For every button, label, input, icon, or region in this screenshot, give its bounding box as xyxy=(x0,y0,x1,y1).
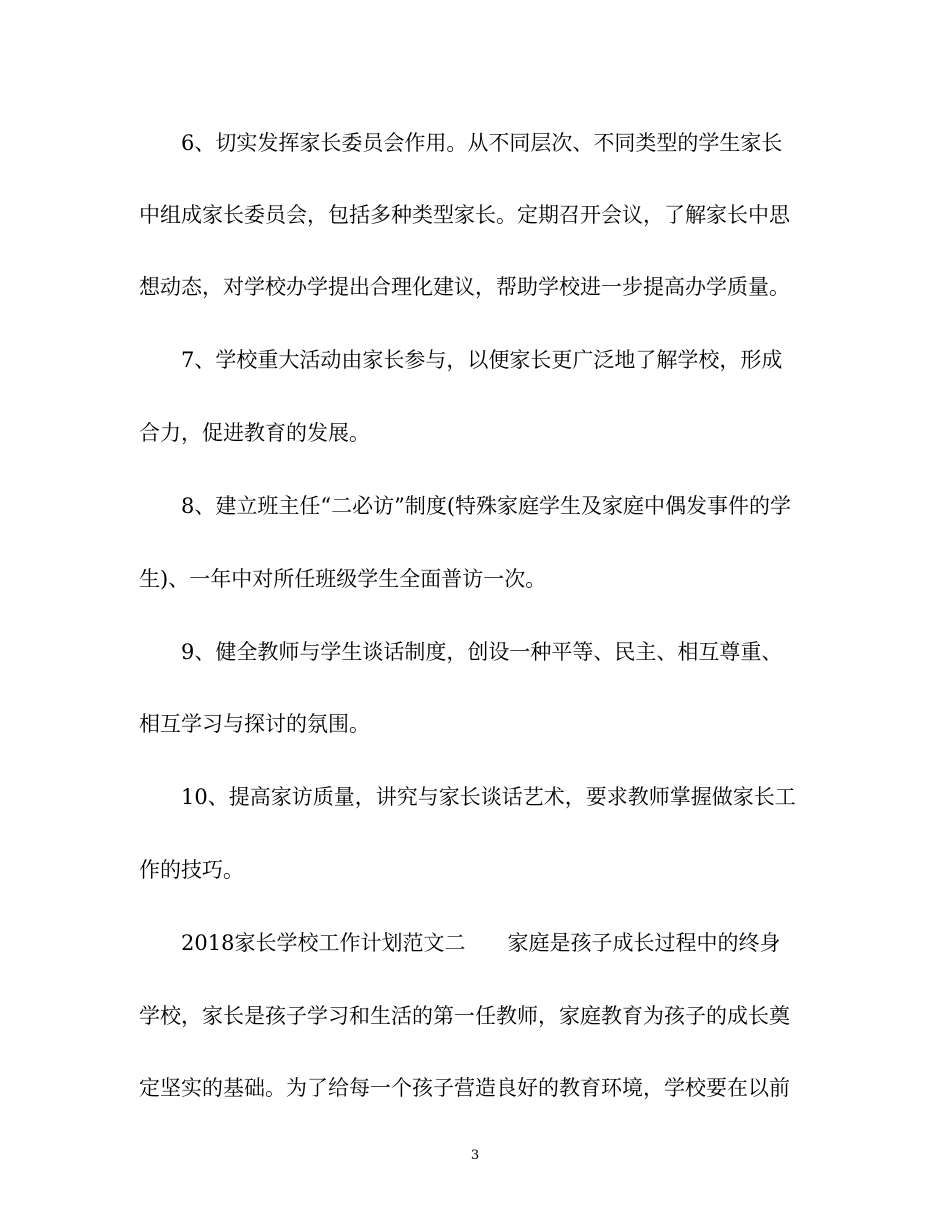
text-line: 6、切实发挥家长委员会作用。从不同层次、不同类型的学生家长 xyxy=(181,131,783,155)
text-line: 学校，家长是孩子学习和生活的第一任教师，家庭教育为孩子的成长奠 xyxy=(139,1004,790,1028)
page-number: 3 xyxy=(470,1148,480,1163)
text-line: 7、学校重大活动由家长参与，以便家长更广泛地了解学校，形成 xyxy=(181,348,783,372)
text-line: 10、提高家访质量，讲究与家长谈话艺术，要求教师掌握做家长工 xyxy=(181,785,796,809)
text-line: 定坚实的基础。为了给每一个孩子营造良好的教育环境，学校要在以前 xyxy=(139,1076,790,1100)
text-line: 生)、一年中对所任班级学生全面普访一次。 xyxy=(139,567,547,591)
text-line: 中组成家长委员会，包括多种类型家长。定期召开会议，了解家长中思 xyxy=(139,203,790,227)
text-line: 合力，促进教育的发展。 xyxy=(139,421,370,445)
text-line: 9、健全教师与学生谈话制度，创设一种平等、民主、相互尊重、 xyxy=(181,640,783,664)
text-line: 2018家长学校工作计划范文二 家庭是孩子成长过程中的终身 xyxy=(181,931,781,955)
text-line: 作的技巧。 xyxy=(139,858,244,882)
text-line: 想动态，对学校办学提出合理化建议，帮助学校进一步提高办学质量。 xyxy=(139,275,790,299)
text-line: 相互学习与探讨的氛围。 xyxy=(139,712,370,736)
text-line: 8、建立班主任“二必访”制度(特殊家庭学生及家庭中偶发事件的学 xyxy=(181,494,792,518)
